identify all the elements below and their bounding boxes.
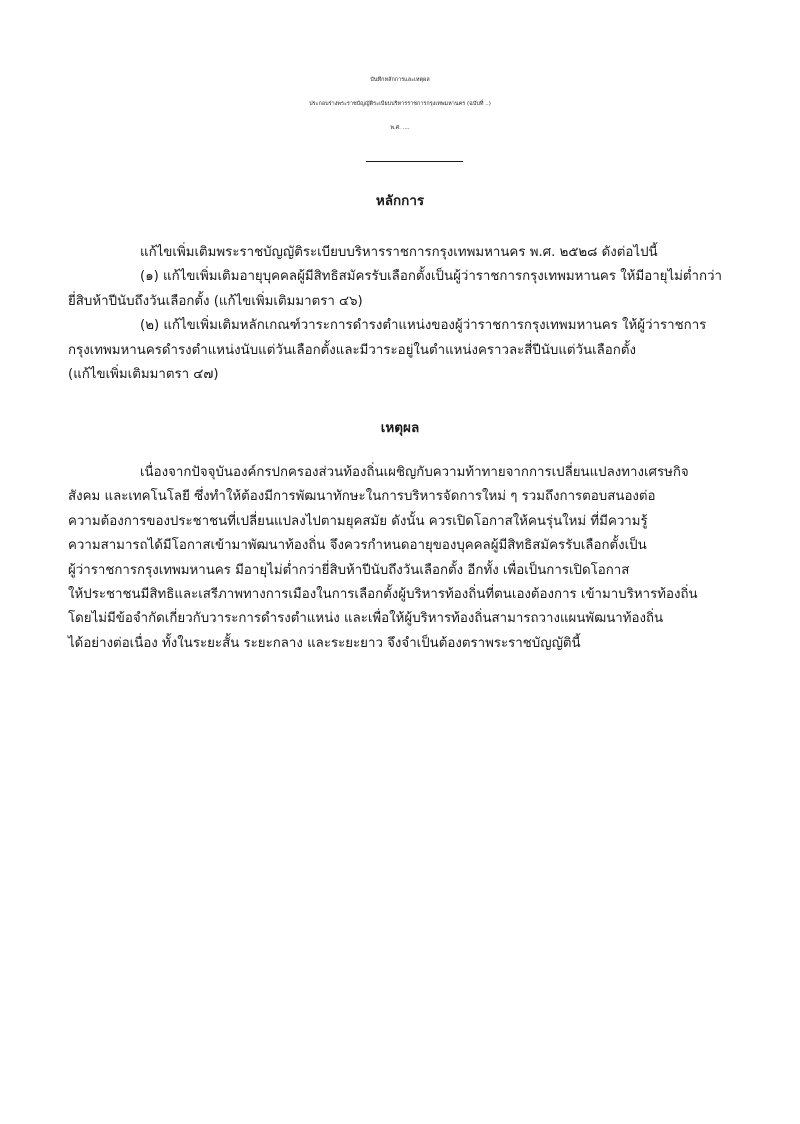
reason-line: เนื่องจากปัจจุบันองค์กรปกครองส่วนท้องถิ่นเผชิญกับความท้าทายจากการเปลี่ยนแปลงทางเศรษกิจ [140,465,689,480]
principle-line: กรุงเทพมหานครดำรงตำแหน่งนับแต่วันเลือกตั้งและมีวาระอยู่ในตำแหน่งคราวละสี่ปีนับแต่วันเลือกตั้ง [68,342,636,358]
reason-line: โดยไม่มีข้อจำกัดเกี่ยวกับวาระการดำรงตำแหน่ง และเพื่อให้ผู้บริหารท้องถิ่นสามารถวางแผนพัฒนาท้องถิ่น [68,611,664,627]
principle-heading: หลักการ [375,193,425,209]
header-year: พ.ศ. .... [390,125,410,131]
principle-line: แก้ไขเพิ่มเติมพระราชบัญญัติระเบียบบริหารราชการกรุงเทพมหานคร พ.ศ. ๒๕๒๘ ดังต่อไปนี้ [140,245,658,260]
reason-heading: เหตุผล [380,420,420,436]
reason-line: ได้อย่างต่อเนื่อง ทั้งในระยะสั้น ระยะกลาง และระยะยาว จึงจำเป็นต้องตราพระราชบัญญัตินี้ [68,635,581,651]
reason-line: ผู้ว่าราชการกรุงเทพมหานคร มีอายุไม่ต่ำกว่ายี่สิบห้าปีนับถึงวันเลือกตั้ง อีกทั้ง เพื่อเป็นการเปิดโอกาส [68,562,630,578]
document-header [0,68,800,140]
reason-line: ความสามารถได้มีโอกาสเข้ามาพัฒนาท้องถิ่น จึงควรกำหนดอายุของบุคคลผู้มีสิทธิสมัครรับเลือกตั้งเป็น [68,538,647,554]
principle-line: (แก้ไขเพิ่มเติมมาตรา ๔๗) [68,367,219,383]
header-title: บันทึกหลักการและเหตุผล [370,77,430,83]
header-subtitle: ประกอบร่างพระราชบัญญัติระเบียบบริหารราชการกรุงเทพมหานคร (ฉบับที่ ..) [309,101,491,107]
reason-body [68,461,732,656]
reason-line: สังคม และเทคโนโลยี ซึ่งทำให้ต้องมีการพัฒนาทักษะในการบริหารจัดการใหม่ ๆ รวมถึงการตอบสนองต่อ [68,489,656,505]
principle-line: (๒) แก้ไขเพิ่มเติมหลักเกณฑ์วาระการดำรงตำแหน่งของผู้ว่าราชการกรุงเทพมหานคร ให้ผู้ว่าราชการ [140,318,707,334]
principle-body [68,241,732,387]
reason-line: ความต้องการของประชาชนที่เปลี่ยนแปลงไปตามยุคสมัย ดังนั้น ควรเปิดโอกาสให้คนรุ่นใหม่ ที่มีความรู้ [68,513,648,529]
reason-line: ให้ประชาชนมีสิทธิและเสรีภาพทางการเมืองในการเลือกตั้งผู้บริหารท้องถิ่นที่ตนเองต้องการ เข้ามาบริหารท้องถิ่น [68,587,698,603]
principle-line: ยี่สิบห้าปีนับถึงวันเลือกตั้ง (แก้ไขเพิ่มเติมมาตรา ๔๖) [68,293,363,309]
principle-line: (๑) แก้ไขเพิ่มเติมอายุบุคคลผู้มีสิทธิสมัครรับเลือกตั้งเป็นผู้ว่าราชการกรุงเทพมหานคร ให้มีอายุไม่ต่ำกว่า [140,269,722,285]
header-divider [366,161,463,162]
